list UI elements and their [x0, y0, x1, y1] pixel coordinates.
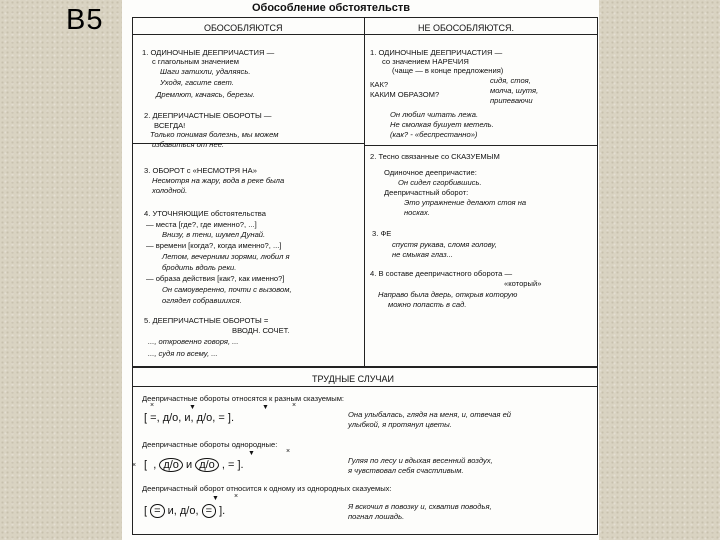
hard-case-1-scheme — [144, 412, 234, 424]
scheme-bracket: [ — [144, 459, 148, 471]
left-rule-4-example: Он самоуверенно, почти с вызовом, — [162, 285, 292, 294]
left-rule-4-manner: — образа действия [как?, как именно?] — [146, 274, 285, 283]
left-rule-1-example: Дремлют, качаясь, березы. — [156, 90, 255, 99]
left-rule-4-time: — времени [когда?, когда именно?, ...] — [146, 241, 282, 250]
scheme-conjunction: и, — [184, 412, 194, 424]
right-rule-2-single: Одиночное деепричастие: — [384, 168, 477, 177]
right-rule-1-title: 1. ОДИНОЧНЫЕ ДЕЕПРИЧАСТИЯ — — [370, 48, 503, 57]
left-rule-5-example: ..., откровенно говоря, ... — [148, 337, 239, 346]
scheme-bracket: ]. — [219, 505, 226, 517]
scheme-conjunction: и, — [167, 505, 177, 517]
page-title: Обособление обстоятельств — [252, 2, 411, 14]
left-rule-2-example: Только понимая болезнь, мы можем — [150, 130, 279, 139]
hard-case-3-title: Деепричастный оборот относится к одному из однородных сказуемых: — [142, 484, 392, 493]
left-rule-4-example: Внизу, в тени, шумел Дунай. — [162, 230, 266, 239]
left-rule-5-example: ..., судя по всему, ... — [148, 349, 218, 358]
left-rule-5-sub: ВВОДН. СОЧЕТ. — [232, 326, 290, 335]
cross-mark: × — [132, 462, 137, 469]
right-rule-4-example: можно попасть в сад. — [388, 300, 467, 309]
arrow-icon: ▼ — [248, 450, 255, 457]
hard-case-2-title: Деепричастные обороты однородные: — [142, 440, 278, 449]
cross-mark: × — [150, 402, 155, 409]
left-rule-1-sub: с глагольным значением — [152, 57, 239, 66]
left-rule-2-example: избавиться от нее. — [152, 140, 225, 149]
cross-mark: × — [292, 402, 297, 409]
scheme-bracket: [ — [144, 505, 148, 517]
hard-cases-header-divider — [132, 386, 598, 387]
scheme-bracket: ]. — [237, 459, 244, 471]
scheme-comma: , — [221, 459, 225, 471]
cross-mark: × — [286, 448, 291, 455]
right-rule-2-example: Это упражнение делают стоя на — [404, 198, 527, 207]
arrow-icon: ▼ — [189, 404, 196, 411]
right-rule-1-question: КАК? — [370, 80, 389, 89]
scheme-predicate: = — [150, 504, 164, 518]
right-rule-2-example: носках. — [404, 208, 430, 217]
left-rule-4-example: оглядел собравшихся. — [162, 296, 242, 305]
left-rule-3-title: 3. ОБОРОТ с «НЕСМОТРЯ НА» — [144, 166, 257, 175]
document-page — [122, 0, 599, 540]
hard-cases-title: ТРУДНЫЕ СЛУЧАИ — [312, 374, 394, 384]
left-rule-4-title: 4. УТОЧНЯЮЩИЕ обстоятельства — [144, 209, 266, 218]
left-rule-4-example: бродить вдоль реки. — [162, 263, 237, 272]
left-rule-4-example: Летом, вечерними зорями, любил я — [162, 252, 290, 261]
right-rule-2-title: 2. Тесно связанные со СКАЗУЕМЫМ — [370, 152, 500, 161]
right-rule-1-words: припеваючи — [490, 96, 533, 105]
header-divider — [132, 34, 598, 35]
left-rule-3-example: холодной. — [152, 186, 188, 195]
scheme-participle-turnover: д/о — [195, 458, 219, 472]
row-divider-right-1 — [365, 145, 598, 146]
header-right: НЕ ОБОСОБЛЯЮТСЯ. — [418, 23, 515, 33]
hard-case-2-example: Гуляя по лесу и вдыхая весенний воздух, — [348, 456, 493, 465]
right-rule-1-example: Не смолкая бушует метель. — [390, 120, 494, 129]
left-rule-1-title: 1. ОДИНОЧНЫЕ ДЕЕПРИЧАСТИЯ — — [142, 48, 275, 57]
right-rule-2-turnover: Деепричастный оборот: — [384, 188, 469, 197]
scheme-predicate: = — [202, 504, 216, 518]
left-rule-3-example: Несмотря на жару, вода в реке была — [152, 176, 285, 185]
hard-case-2-example: я чувствовал себя счастливым. — [348, 466, 464, 475]
left-rule-2-sub: ВСЕГДА! — [154, 121, 186, 130]
right-rule-3-example: не смыкая глаз... — [392, 250, 453, 259]
scheme-conjunction: и — [185, 459, 193, 471]
scheme-participle-turnover: д/о — [159, 458, 183, 472]
scheme-participle-turnover: д/о, — [179, 505, 199, 517]
hard-case-3-example: погнал лошадь. — [348, 512, 405, 521]
column-divider — [364, 17, 365, 367]
hard-case-1-example: улыбкой, я протянул цветы. — [348, 420, 452, 429]
right-rule-1-question: КАКИМ ОБРАЗОМ? — [370, 90, 440, 99]
hard-case-3-example: Я вскочил в повозку и, схватив поводья, — [348, 502, 492, 511]
left-rule-1-example: Шаги затихли, удаляясь. — [160, 67, 251, 76]
scheme-participle-turnover: д/о, — [162, 412, 182, 424]
hard-case-3-scheme — [144, 504, 225, 518]
arrow-icon: ▼ — [212, 495, 219, 502]
scheme-predicate: = — [150, 412, 157, 424]
right-rule-1-example: (как? - «беспрестанно») — [390, 130, 478, 139]
scheme-participle-turnover: д/о, — [196, 412, 216, 424]
right-rule-1-sub: со значением НАРЕЧИЯ — [382, 57, 469, 66]
hard-case-1-title: Деепричастные обороты относятся к разным сказуемым: — [142, 394, 345, 403]
arrow-icon: ▼ — [262, 404, 269, 411]
scheme-predicate: = — [227, 459, 235, 471]
right-rule-1-words: сидя, стоя, — [490, 76, 531, 85]
left-rule-5-title: 5. ДЕЕПРИЧАСТНЫЕ ОБОРОТЫ = — [144, 316, 269, 325]
scheme-bracket: ]. — [227, 412, 235, 424]
hard-case-2-scheme — [144, 458, 244, 472]
header-left: ОБОСОБЛЯЮТСЯ — [204, 23, 283, 33]
right-rule-4-title: 4. В составе деепричастного оборота — — [370, 269, 513, 278]
left-rule-2-title: 2. ДЕЕПРИЧАСТНЫЕ ОБОРОТЫ — — [144, 111, 272, 120]
right-rule-1-example: Он любил читать лежа. — [390, 110, 479, 119]
left-rule-1-example: Уходя, гасите свет. — [160, 78, 234, 87]
right-rule-4-word: «который» — [504, 279, 542, 288]
cross-mark: × — [234, 493, 239, 500]
right-rule-2-example: Он сидел сгорбившись. — [398, 178, 482, 187]
scheme-comma: , — [156, 412, 160, 424]
right-rule-4-example: Направо была дверь, открыв которую — [378, 290, 518, 299]
scheme-predicate: = — [218, 412, 225, 424]
hard-case-1-example: Она улыбалась, глядя на меня, и, отвечая ей — [348, 410, 512, 419]
scheme-comma: , — [153, 459, 157, 471]
left-rule-4-place: — места [где?, где именно?, ...] — [146, 220, 257, 229]
right-rule-3-title: 3. ФЕ — [372, 229, 392, 238]
slide-label: B5 — [66, 4, 104, 36]
right-rule-3-example: спустя рукава, сломя голову, — [392, 240, 497, 249]
right-rule-1-words: молча, шутя, — [490, 86, 539, 95]
right-rule-1-note: (чаще — в конце предложения) — [392, 66, 504, 75]
scheme-bracket: [ — [144, 412, 148, 424]
